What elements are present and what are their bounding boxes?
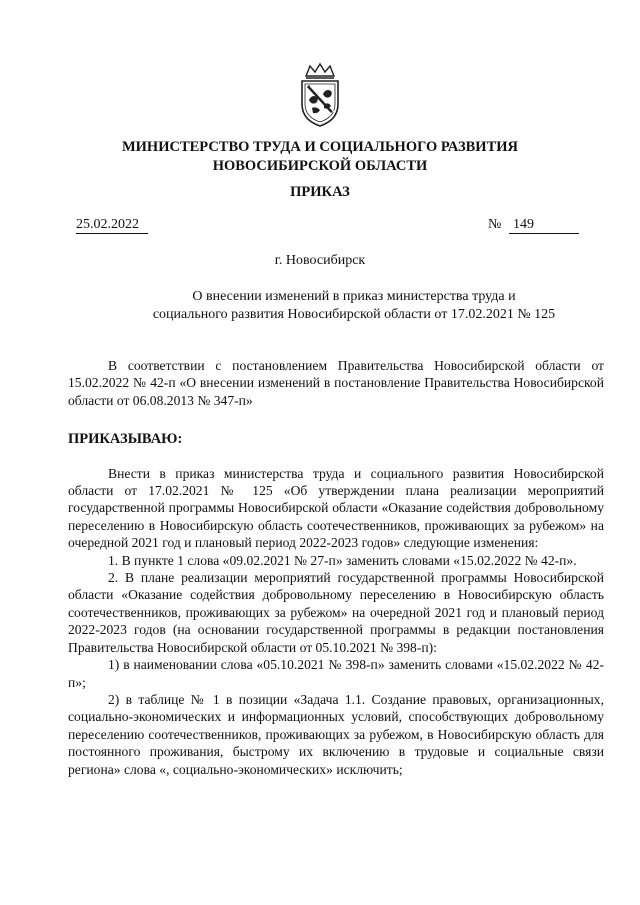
ministry-line-1: МИНИСТЕРСТВО ТРУДА И СОЦИАЛЬНОГО РАЗВИТИЯ [121, 139, 519, 155]
ministry-line-2: НОВОСИБИРСКОЙ ОБЛАСТИ [212, 158, 428, 174]
orders-heading: ПРИКАЗЫВАЮ: [68, 431, 183, 448]
paragraph-main: Внести в приказ министерства труда и социального развития Новосибирской области от 17.02.2021 № 125 «Об утверждении плана реализации мероприятий государственной программы Новосибирской области «Оказание содействия добровольному переселению в Новосибирскую область соотечественников, проживающих за рубежом» на очередной 2021 год и плановый период 2022-2023 годов» следующие изменения: [68, 465, 604, 551]
paragraph-item-2: 2. В плане реализации мероприятий государственной программы Новосибирской области «Оказание содействия добровольному переселению в Новосибирскую область соотечественников, проживающих за рубежом» на очередной 2021 год и плановый период 2022-2023 годов (на основании государственной программы в редакции постановления Правительства Новосибирской области от 05.10.2021 № 398-п): [68, 570, 604, 655]
number-sign: № [488, 217, 502, 232]
preamble-paragraph: В соответствии с постановлением Правительства Новосибирской области от 15.02.2022 № 42-п «О внесении изменений в постановление Правительства Новосибирской области от 06.08.2013 № 347-п» [68, 358, 604, 408]
order-body [68, 357, 604, 778]
order-number: 149 [509, 216, 579, 234]
paragraph-subitem-2: 2) в таблице № 1 в позиции «Задача 1.1. Создание правовых, организационных, социально-экономических и информационных условий, способствующих добровольному переселению соотечественников, проживающих за рубежом, в Новосибирскую область для постоянного проживания, быстрому их включению в трудовые и социальные связи региона» слова «, социально-экономических» исключить; [68, 691, 604, 777]
document-type: ПРИКАЗ [290, 184, 350, 200]
subject-line-2: социального развития Новосибирской области от 17.02.2021 № 125 [152, 307, 556, 322]
paragraph-subitem-1: 1) в наименовании слова «05.10.2021 № 398-п» заменить словами «15.02.2022 № 42-п»; [68, 657, 604, 690]
order-subject [130, 288, 578, 324]
ministry-name [60, 138, 580, 176]
paragraph-item-1: 1. В пункте 1 слова «09.02.2021 № 27-п» заменить словами «15.02.2022 № 42-п». [108, 552, 577, 568]
subject-line-1: О внесении изменений в приказ министерства труда и [192, 289, 516, 304]
coat-of-arms-icon [296, 62, 344, 128]
order-date: 25.02.2022 [76, 216, 148, 234]
city: г. Новосибирск [274, 253, 366, 268]
